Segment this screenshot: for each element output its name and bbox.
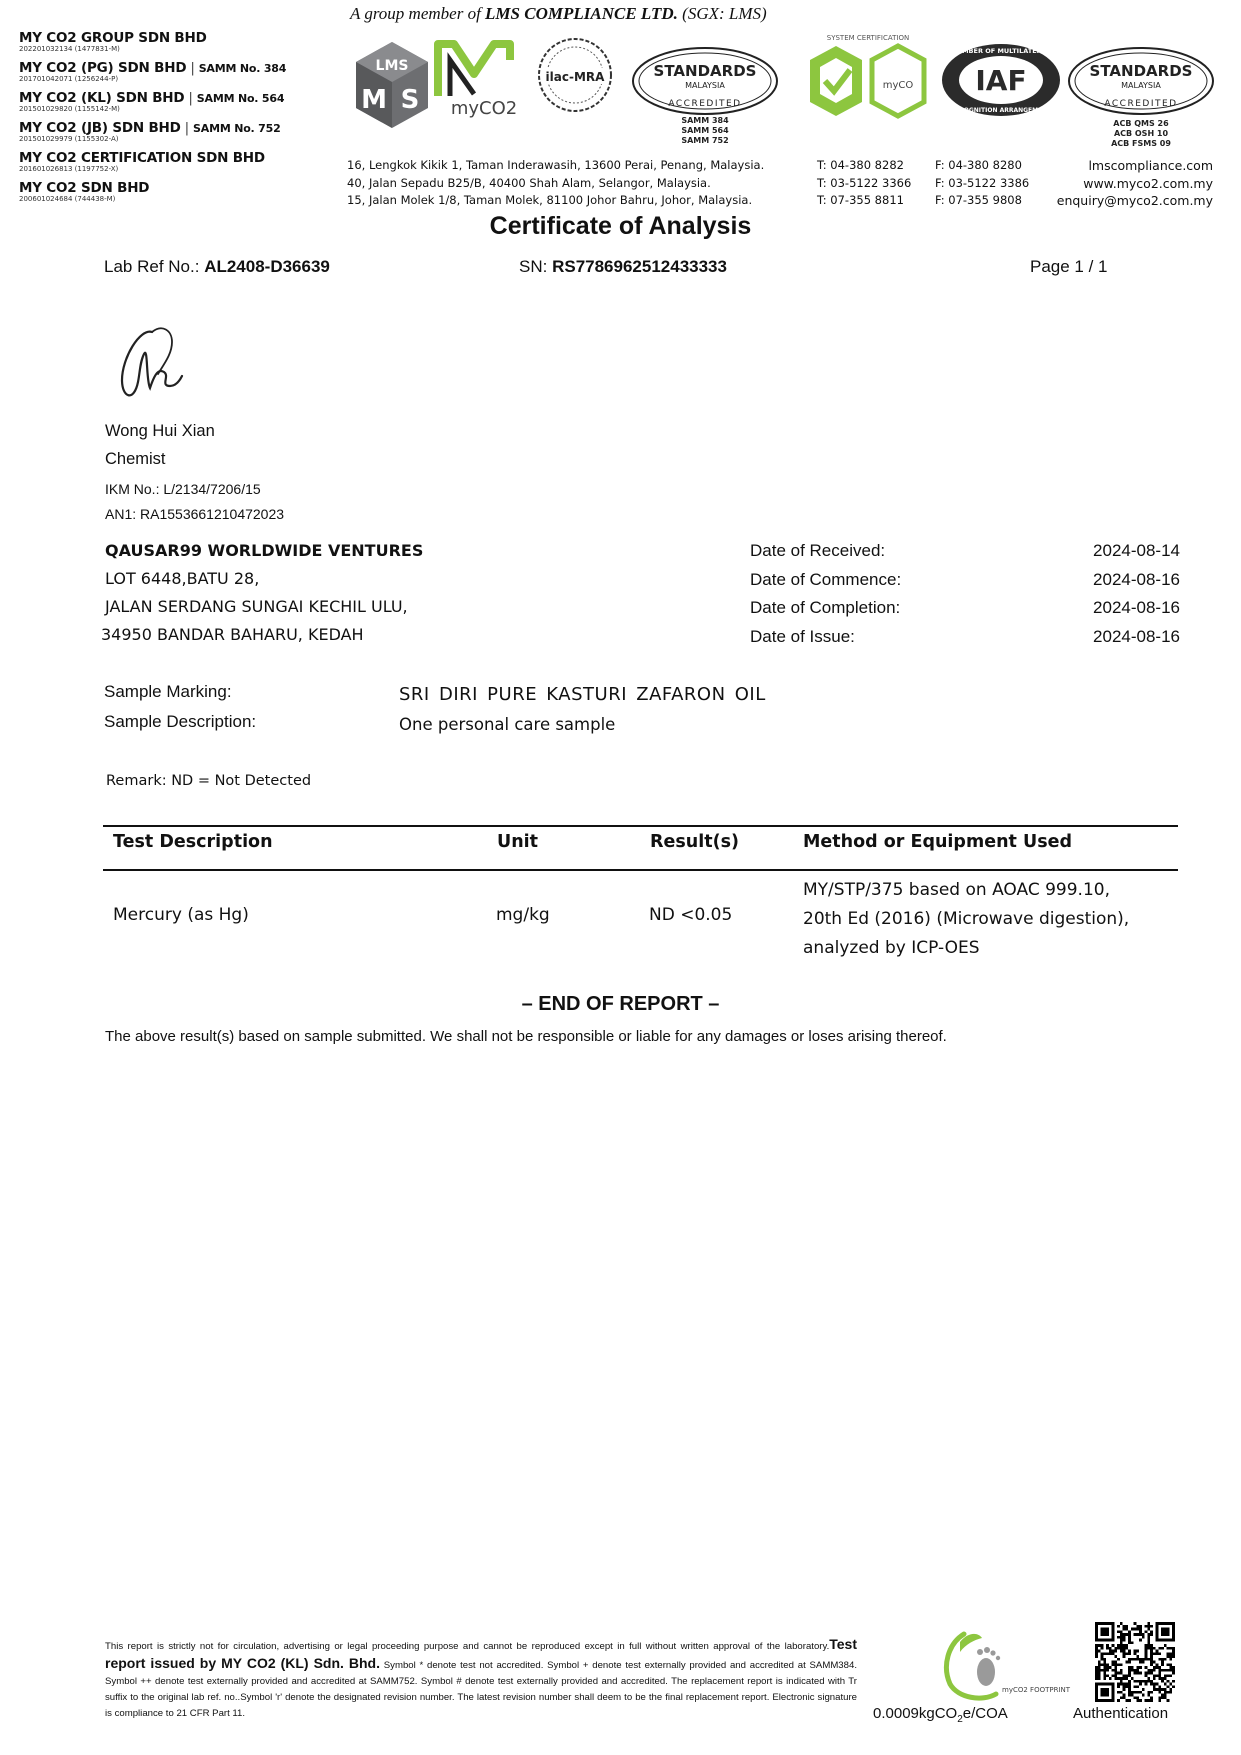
footprint-value-pre: 0.0009kgCO bbox=[873, 1705, 958, 1722]
date-row bbox=[750, 594, 1180, 623]
an1-number: AN1: RA1553661210472023 bbox=[105, 506, 285, 522]
sample-description-label: Sample Description: bbox=[104, 712, 257, 731]
date-row bbox=[750, 566, 1180, 595]
standards-title: STANDARDS bbox=[1089, 62, 1193, 80]
tagline-suffix: (SGX: LMS) bbox=[682, 4, 767, 23]
lms-logo-text: LMS bbox=[375, 58, 409, 74]
serial-number bbox=[519, 257, 727, 277]
sn-label: SN: bbox=[519, 257, 548, 276]
date-row bbox=[750, 623, 1180, 652]
address-line: 15, Jalan Molek 1/8, Taman Molek, 81100 Johor Bahru, Johor, Malaysia. bbox=[347, 193, 753, 207]
standards-accredited: ACCREDITED bbox=[1104, 99, 1178, 109]
samm-line: SAMM 384 bbox=[681, 116, 729, 125]
company-entry bbox=[19, 150, 265, 173]
samm-number: SAMM No. 564 bbox=[196, 92, 285, 105]
company-reg: 202201032134 (1477831-M) bbox=[19, 45, 120, 53]
sn-value: RS7786962512433333 bbox=[552, 257, 727, 276]
date-label: Date of Commence: bbox=[750, 569, 902, 589]
samm-line: SAMM 564 bbox=[681, 126, 729, 135]
method-line: analyzed by ICP-OES bbox=[803, 938, 980, 958]
fax-line: F: 04-380 8280 bbox=[935, 158, 1022, 172]
company-entry: MY CO2 (JB) SDN BHD | SAMM No. 752 201501029979 (1155302-A) bbox=[19, 120, 281, 143]
tagline-company: LMS COMPLIANCE LTD. bbox=[485, 4, 678, 23]
date-value: 2024-08-16 bbox=[1093, 626, 1180, 646]
standards-malaysia-logo bbox=[630, 46, 780, 146]
method-line: MY/STP/375 based on AOAC 999.10, bbox=[803, 880, 1110, 900]
acb-line: ACB QMS 26 bbox=[1113, 119, 1169, 128]
standards-accredited: ACCREDITED bbox=[668, 99, 742, 109]
company-name: MY CO2 CERTIFICATION SDN BHD bbox=[19, 150, 265, 166]
phone-list bbox=[817, 157, 911, 210]
website-link[interactable]: www.myco2.com.my bbox=[1083, 175, 1213, 191]
remark-text: Remark: ND = Not Detected bbox=[106, 773, 312, 789]
svg-text:myCO: myCO bbox=[882, 80, 914, 91]
end-of-report: – END OF REPORT – bbox=[521, 993, 720, 1015]
company-name: MY CO2 SDN BHD bbox=[19, 180, 150, 196]
carbon-footprint-icon bbox=[938, 1628, 1071, 1704]
test-description-cell: Mercury (as Hg) bbox=[113, 905, 249, 925]
footer-text-part2: Symbol * denote test not accredited. Symbol + denote test externally provided and accredited at SAMM384. Symbol ++ denote test externally provided and accredited at SAMM752. Symbol # denote test externally provided and accredited. The replacement report is indicated with Tr suffix to the original lab ref. no..Symbol 'r' denote the designated revision number. The latest revision number shall deem to be the final replacement report. Electronic signature is compliance to 21 CFR Part 11. bbox=[105, 1660, 857, 1719]
sample-marking-label: Sample Marking: bbox=[104, 682, 232, 701]
standards-sub: MALAYSIA bbox=[685, 81, 725, 90]
myco2-logo bbox=[428, 36, 528, 120]
samm-line: SAMM 752 bbox=[681, 136, 729, 145]
iaf-bottom-text: RECOGNITION ARRANGEMENT bbox=[950, 107, 1052, 114]
system-certification-logo bbox=[806, 32, 931, 126]
footprint-value-sub: 2 bbox=[957, 1714, 963, 1725]
table-header-method: Method or Equipment Used bbox=[803, 832, 1073, 852]
address-line: 40, Jalan Sepadu B25/B, 40400 Shah Alam, Selangor, Malaysia. bbox=[347, 175, 711, 190]
svg-text:S: S bbox=[400, 85, 420, 115]
iaf-logo bbox=[940, 42, 1062, 118]
group-tagline bbox=[350, 4, 767, 24]
web-contact-list bbox=[1057, 157, 1213, 210]
document-title: Certificate of Analysis bbox=[489, 212, 752, 240]
company-reg: 200601024684 (744438-M) bbox=[19, 195, 116, 203]
footer-text-bold: Test report issued by MY CO2 (KL) Sdn. Bhd. bbox=[105, 1636, 857, 1671]
signature-image bbox=[110, 318, 190, 410]
table-top-rule bbox=[103, 825, 1178, 827]
date-row bbox=[750, 537, 1180, 566]
date-label: Date of Received: bbox=[750, 541, 886, 560]
date-label: Date of Issue: bbox=[750, 626, 855, 646]
sample-marking-value: SRI DIRI PURE KASTURI ZAFARON OIL bbox=[399, 684, 766, 705]
lab-ref-value: AL2408-D36639 bbox=[204, 257, 330, 276]
acb-line: ACB OSH 10 bbox=[1113, 129, 1169, 138]
client-name: QAUSAR99 WORLDWIDE VENTURES bbox=[105, 541, 424, 560]
phone-line: T: 07-355 8811 bbox=[817, 193, 904, 207]
date-label: Date of Completion: bbox=[750, 598, 901, 617]
iaf-text: IAF bbox=[975, 64, 1027, 97]
footprint-value-post: e/COA bbox=[962, 1705, 1008, 1722]
lab-ref bbox=[104, 257, 330, 277]
iaf-top-text: MEMBER OF MULTILATERAL bbox=[951, 47, 1051, 55]
method-cell bbox=[803, 876, 1129, 963]
company-reg: 201601026813 (1197752-X) bbox=[19, 165, 119, 173]
company-entry: MY CO2 (PG) SDN BHD | SAMM No. 384 201701042071 (1256244-P) bbox=[19, 60, 287, 83]
company-entry bbox=[19, 30, 207, 53]
table-header-rule bbox=[103, 869, 1178, 871]
phone-line: T: 03-5122 3366 bbox=[817, 175, 912, 190]
client-address-line: LOT 6448,BATU 28, bbox=[105, 569, 260, 588]
table-header-result: Result(s) bbox=[650, 832, 739, 852]
lms-logo bbox=[352, 40, 432, 130]
authentication-qr-code[interactable] bbox=[1095, 1622, 1175, 1702]
website-link[interactable]: lmscompliance.com bbox=[1088, 158, 1213, 173]
standards-sub: MALAYSIA bbox=[1121, 81, 1161, 90]
ilac-mra-text: ilac-MRA bbox=[545, 70, 605, 84]
sample-description-value: One personal care sample bbox=[399, 715, 616, 734]
client-block bbox=[101, 537, 424, 649]
unit-cell: mg/kg bbox=[496, 905, 550, 925]
company-name: MY CO2 (PG) SDN BHD bbox=[19, 60, 187, 76]
date-value: 2024-08-14 bbox=[1093, 541, 1180, 560]
company-entry bbox=[19, 180, 149, 203]
svg-text:M: M bbox=[361, 85, 387, 115]
acb-line: ACB FSMS 09 bbox=[1111, 139, 1171, 148]
tagline-prefix: A group member of bbox=[350, 4, 481, 23]
table-header-test: Test Description bbox=[113, 832, 273, 852]
footer-legal-text bbox=[105, 1636, 857, 1722]
fax-list bbox=[935, 157, 1029, 210]
ilac-mra-logo bbox=[536, 36, 614, 114]
disclaimer-text: The above result(s) based on sample submitted. We shall not be responsible or liable for any damages or loses arising thereof. bbox=[105, 1028, 947, 1045]
company-name: MY CO2 GROUP SDN BHD bbox=[19, 30, 207, 46]
address-list bbox=[347, 157, 764, 210]
date-value: 2024-08-16 bbox=[1093, 569, 1180, 589]
date-value: 2024-08-16 bbox=[1093, 598, 1180, 617]
standards-malaysia-acb-logo bbox=[1066, 46, 1216, 150]
company-reg: 201501029820 (1155142-M) bbox=[19, 105, 120, 113]
lab-ref-label: Lab Ref No.: bbox=[104, 257, 200, 276]
address-line: 16, Lengkok Kikik 1, Taman Inderawasih, 13600 Perai, Penang, Malaysia. bbox=[347, 158, 765, 172]
company-reg: 201701042071 (1256244-P) bbox=[19, 75, 119, 83]
signatory-title: Chemist bbox=[105, 450, 166, 468]
qr-caption: Authentication bbox=[1073, 1705, 1169, 1722]
email-link[interactable]: enquiry@myco2.com.my bbox=[1056, 193, 1213, 208]
company-reg: 201501029979 (1155302-A) bbox=[19, 135, 119, 143]
company-name: MY CO2 (JB) SDN BHD bbox=[19, 120, 181, 136]
fax-line: F: 07-355 9808 bbox=[935, 193, 1022, 207]
system-cert-text: SYSTEM CERTIFICATION bbox=[826, 34, 910, 42]
myco2-logo-text: myCO2 bbox=[450, 98, 518, 119]
client-address-line: 34950 BANDAR BAHARU, KEDAH bbox=[101, 625, 364, 644]
client-address-line: JALAN SERDANG SUNGAI KECHIL ULU, bbox=[105, 597, 408, 616]
samm-number: SAMM No. 752 bbox=[193, 122, 281, 135]
phone-line: T: 04-380 8282 bbox=[817, 158, 904, 172]
method-line: 20th Ed (2016) (Microwave digestion), bbox=[803, 909, 1130, 929]
table-header-unit: Unit bbox=[497, 832, 539, 852]
result-cell: ND <0.05 bbox=[649, 905, 733, 925]
footprint-value bbox=[873, 1705, 1008, 1725]
samm-number: SAMM No. 384 bbox=[198, 62, 287, 75]
ikm-number: IKM No.: L/2134/7206/15 bbox=[105, 481, 261, 497]
signatory-name: Wong Hui Xian bbox=[105, 422, 215, 440]
dates-block bbox=[750, 537, 1180, 651]
standards-title: STANDARDS bbox=[653, 62, 757, 80]
company-entry: MY CO2 (KL) SDN BHD | SAMM No. 564 201501029820 (1155142-M) bbox=[19, 90, 285, 113]
page-number: Page 1 / 1 bbox=[1030, 257, 1108, 276]
footprint-label: myCO2 FOOTPRINT bbox=[1002, 1686, 1071, 1694]
company-name: MY CO2 (KL) SDN BHD bbox=[19, 90, 185, 106]
fax-line: F: 03-5122 3386 bbox=[935, 175, 1030, 190]
footer-text-part1: This report is strictly not for circulation, advertising or legal proceeding purpose and cannot be reproduced except in full without written approval of the laboratory. bbox=[105, 1641, 830, 1652]
